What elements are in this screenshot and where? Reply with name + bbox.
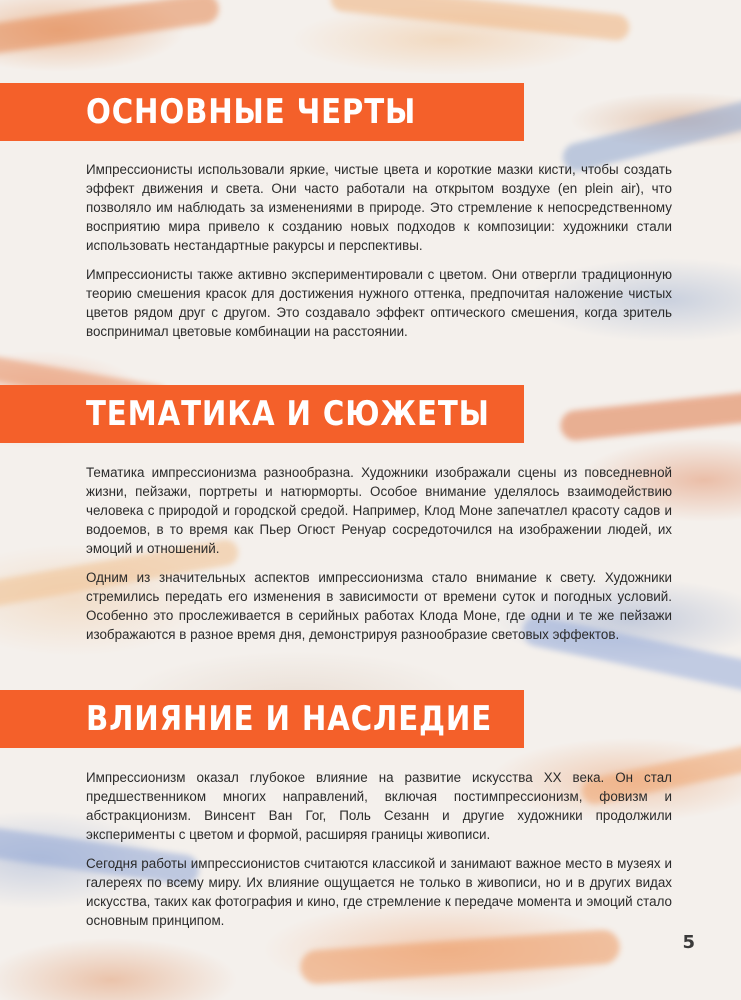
section-header-bar (0, 690, 524, 748)
paint-stroke (329, 0, 630, 42)
section-paragraph: Тематика импрессионизма разнообразна. Художники изображали сцены из повседневной жизни, пейзажи, портреты и натюрморты. Особое внимание уделялось взаимодействию человека с природой и городской средой. Например, Клод Моне запечатлел красоту садов и водоемов, в то время как Пьер Огюст Ренуар сосредоточился на изображении людей, их эмоций и отношений. (86, 465, 672, 556)
section-paragraph: Импрессионисты также активно экспериментировали с цветом. Они отвергли традиционную теорию смешения красок для достижения нужного оттенка, предпочитая наложение чистых цветов рядом друг с другом. Это создавало эффект оптического смешения, когда зритель воспринимал цветовые комбинации на расстоянии. (86, 267, 672, 339)
page-number: 5 (682, 932, 695, 953)
section-header-bar (0, 385, 524, 443)
section-header-bar (0, 83, 524, 141)
paint-stroke (0, 0, 221, 58)
section-paragraph: Импрессионизм оказал глубокое влияние на развитие искусства XX века. Он стал предшественником многих направлений, включая постимпрессионизм, фовизм и абстракционизм. Винсент Ван Гог, Поль Сезанн и другие художники продолжили эксперименты с цветом и формой, расширяя границы живописи. (86, 770, 672, 842)
paint-stroke (299, 929, 621, 985)
section-paragraph: Импрессионисты использовали яркие, чистые цвета и короткие мазки кисти, чтобы создать эффект движения и света. Они часто работали на открытом воздухе (en plein air), что позволяло им наблюдать за изменениями в природе. Это стремление к непосредственному восприятию мира привело к созданию новых подходов к композиции: художники стали использовать нестандартные ракурсы и перспективы. (86, 162, 672, 253)
section-title: ВЛИЯНИЕ И НАСЛЕДИЕ (86, 699, 493, 739)
paint-stroke (559, 388, 741, 442)
section-title: ОСНОВНЫЕ ЧЕРТЫ (86, 92, 417, 132)
section-paragraph: Сегодня работы импрессионистов считаются классикой и занимают важное место в музеях и галереях по всему миру. Их влияние ощущается не только в живописи, но и в других видах искусства, таких как фотография и кино, где стремление к передаче момента и эмоций стало основным принципом. (86, 856, 672, 928)
section-paragraph: Одним из значительных аспектов импрессионизма стало внимание к свету. Художники стремились передать его изменения в зависимости от времени суток и погодных условий. Особенно это прослеживается в серийных работах Клода Моне, где одни и те же пейзажи изображаются в разное время дня, демонстрируя разнообразие световых эффектов. (86, 570, 672, 642)
section-title: ТЕМАТИКА И СЮЖЕТЫ (86, 394, 490, 434)
